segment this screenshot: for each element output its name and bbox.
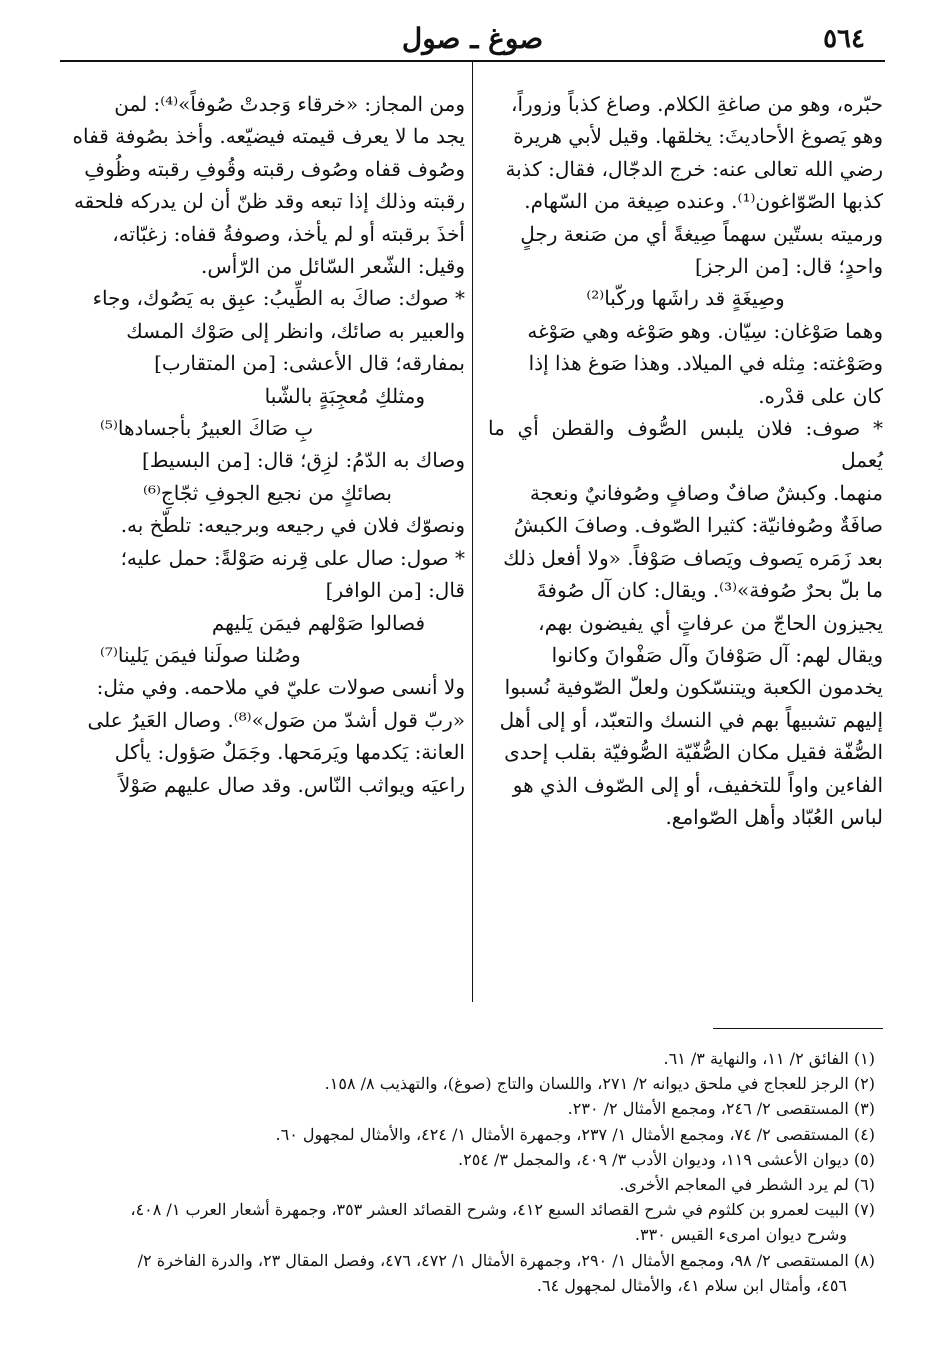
text-line: ولا أنسى صولات عليّ في ملاحمه. وفي مثل: <box>96 675 465 700</box>
text-line: ومن المجاز: «خرقاء وَجدتْ صُوفاً»⁽⁴⁾: لمن <box>114 92 465 116</box>
text-line: لباس العُبّاد وأهل الصّوامع. <box>665 804 883 829</box>
footnote-continuation: وشرح ديوان امرىء القيس ٣٣٠. <box>634 1225 847 1245</box>
text-line: واحدٍ؛ قال: [من الرجز] <box>694 254 883 279</box>
text-line: «ربّ قول أشدّ من صَول»⁽⁸⁾. وصال العَيرُ على <box>87 707 465 732</box>
text-line: بمفارقه؛ قال الأعشى: [من المتقارب] <box>154 351 465 376</box>
entry-heading-line: * صول: صال على قِرنه صَوْلةً: حمل عليه؛ <box>120 545 465 570</box>
footnote: (٥) ديوان الأعشى ١١٩، وديوان الأدب ٣/ ٤٠٩، والمجمل ٣/ ٢٥٤. <box>458 1149 875 1169</box>
footnote: (١) الفائق ٢/ ١١، والنهاية ٣/ ٦١. <box>663 1049 875 1068</box>
text-line: وهو يَصوغ الأحاديثَ: يخلقها. وقيل لأبي هريرة <box>513 124 883 149</box>
running-title: صوغ ـ صول <box>401 22 544 55</box>
footnote: (٧) البيت لعمرو بن كلثوم في شرح القصائد السبع ٤١٢، وشرح القصائد العشر ٣٥٣، وجمهرة أشعار العرب ١/ ٤٠٨، <box>130 1200 875 1220</box>
text-line: منهما. وكبشٌ صافٌ وصافٍ وصُوفانيٌ ونعجة <box>529 480 883 505</box>
text-line: ما بلّ بحرٌ صُوفة»⁽³⁾. ويقال: كان آل صُوفةَ <box>536 578 883 603</box>
text-line: صافَةٌ وصُوفانيّة: كثيرا الصّوف. وصافَ الكبشُ <box>513 513 883 538</box>
column-divider <box>472 62 473 1002</box>
text-line: وقيل: الشّعر السّائل من الرّأس. <box>201 254 465 279</box>
footnote: (٦) لم يرد الشطر في المعاجم الأخرى. <box>619 1175 875 1195</box>
entry-heading-line: * صوك: صاكَ به الطِّيبُ: عبِق به يَصُوك، وجاء <box>92 286 465 311</box>
footnote: (٣) المستقصى ٢/ ٢٤٦، ومجمع الأمثال ٢/ ٢٣٠. <box>567 1099 875 1119</box>
text-line: راعيَه ويواثب النّاس. وقد صال عليهم صَوْلاً <box>118 772 465 797</box>
left-column <box>70 88 465 801</box>
text-line: الصُّفّة فقيل مكان الصُّفّيّة الصُّوفيّة بقلب إحدى <box>504 740 883 765</box>
text-line: وصاك به الدّمُ: لزِق؛ قال: [من البسيط] <box>142 448 465 473</box>
footnote: (٨) المستقصى ٢/ ٩٨، ومجمع الأمثال ١/ ٢٩٠، وجمهرة الأمثال ١/ ٤٧٢، ٤٧٦، وفصل المقال ٢٣، والدرة الفاخرة ٢/ <box>137 1250 875 1270</box>
text-line: وهما صَوْغان: سِيّان. وهو صَوْغه وهي صَوْغه <box>527 318 883 343</box>
footnote-continuation: ٤٥٦، وأمثال ابن سلام ٤١، والأمثال لمجهول ٦٤. <box>536 1275 847 1295</box>
text-line: رقبته وذلك إذا تبعه وقد ظنّ أن لن يدركه فلحقه <box>73 189 465 214</box>
text-line: حبّره، وهو من صاغةِ الكلام. وصاغ كذباً وزوراً، <box>511 92 883 116</box>
text-line: وصَوْغته: مِثله في الميلاد. وهذا صَوغ هذا إذا <box>528 351 883 376</box>
verse-line: فصالوا صَوْلهم فيمَن يَليهم <box>211 610 425 635</box>
text-line: يخدمون الكعبة ويتنسّكون ولعلّ الصّوفية نُسبوا <box>504 675 883 700</box>
text-line: ورميته بستّين سهماً صِيغةً أي من صَنعة رجلٍ <box>520 221 883 246</box>
text-line: العانة: يَكدمها ويَرمَحها. وجَمَلٌ صَؤول: يأكل <box>114 740 465 765</box>
page-number: ٥٦٤ <box>823 24 865 54</box>
text-line: يجد ما لا يعرف قيمته فيضيّعه. وأخذ بصُوفة قفاه <box>72 124 465 149</box>
text-line: ونصوّك فلان في رجيعه وبرجيعه: تلطّخ به. <box>120 513 465 538</box>
verse-line: وصِيغَةٍ قد راشَها وركّبا⁽²⁾ <box>586 286 785 311</box>
verse-line: بِ صَاكَ العبيرُ بأجسادها⁽⁵⁾ <box>100 416 314 441</box>
text-line: بعد زَمَره يَصوف ويَصاف صَوْفاً. «ولا أفعل ذلك <box>503 545 883 570</box>
verse-line: وصُلنا صولَنا فيمَن يَلينا⁽⁷⁾ <box>100 642 301 667</box>
verse-line: ومثلكِ مُعجِبَةٍ بالشّبا <box>264 383 425 408</box>
text-line: الفاءين واواً للتخفيف، أو إلى الصّوف الذي هو <box>512 772 883 797</box>
footnote-rule <box>713 1028 883 1029</box>
footnote: (٢) الرجز للعجاج في ملحق ديوانه ٢/ ٢٧١، واللسان والتاج (صوغ)، والتهذيب ٨/ ١٥٨. <box>324 1074 875 1094</box>
text-line: وصُوف قفاه وصُوف رقبته وقُوفِ رقبته وظُوفِ <box>84 156 465 181</box>
right-column <box>488 88 883 833</box>
footnote: (٤) المستقصى ٢/ ٧٤، ومجمع الأمثال ١/ ٢٣٧، وجمهرة الأمثال ١/ ٤٢٤، والأمثال لمجهول ٦٠. <box>275 1124 875 1144</box>
text-line: إليهم تشبيهاً بهم في النسك والتعبّد، أو إلى أهل <box>499 707 883 732</box>
text-line: كان على قدْره. <box>758 383 883 408</box>
verse-line: بصائكٍ من نجيع الجوفِ ثجّاجِ⁽⁶⁾ <box>143 480 392 505</box>
text-line: كذبها الصّوّاغون⁽¹⁾. وعنده صِيغة من السّهام. <box>524 189 883 214</box>
page-header <box>60 18 885 58</box>
text-line: ويقال لهم: آل صَوْفانَ وآل صَفْوانَ وكانوا <box>551 642 883 667</box>
text-line: قال: [من الوافر] <box>325 578 465 603</box>
text-line: يجيزون الحاجّ من عرفاتٍ أي يفيضون بهم، <box>538 610 883 635</box>
footnotes <box>65 1046 875 1298</box>
text-line: والعبير به صائك، وانظر إلى صَوْك المسك <box>126 318 465 343</box>
entry-heading-line: * صوف: فلان يلبس الصُّوف والقطن أي ما يُعمل <box>488 416 883 473</box>
text-line: رضي الله تعالى عنه: خرج الدجّال، فقال: كذبة <box>505 156 883 181</box>
text-line: أخذَ برقبته أو لم يأخذ، وصوفةُ قفاه: زغبّاته، <box>112 221 465 246</box>
